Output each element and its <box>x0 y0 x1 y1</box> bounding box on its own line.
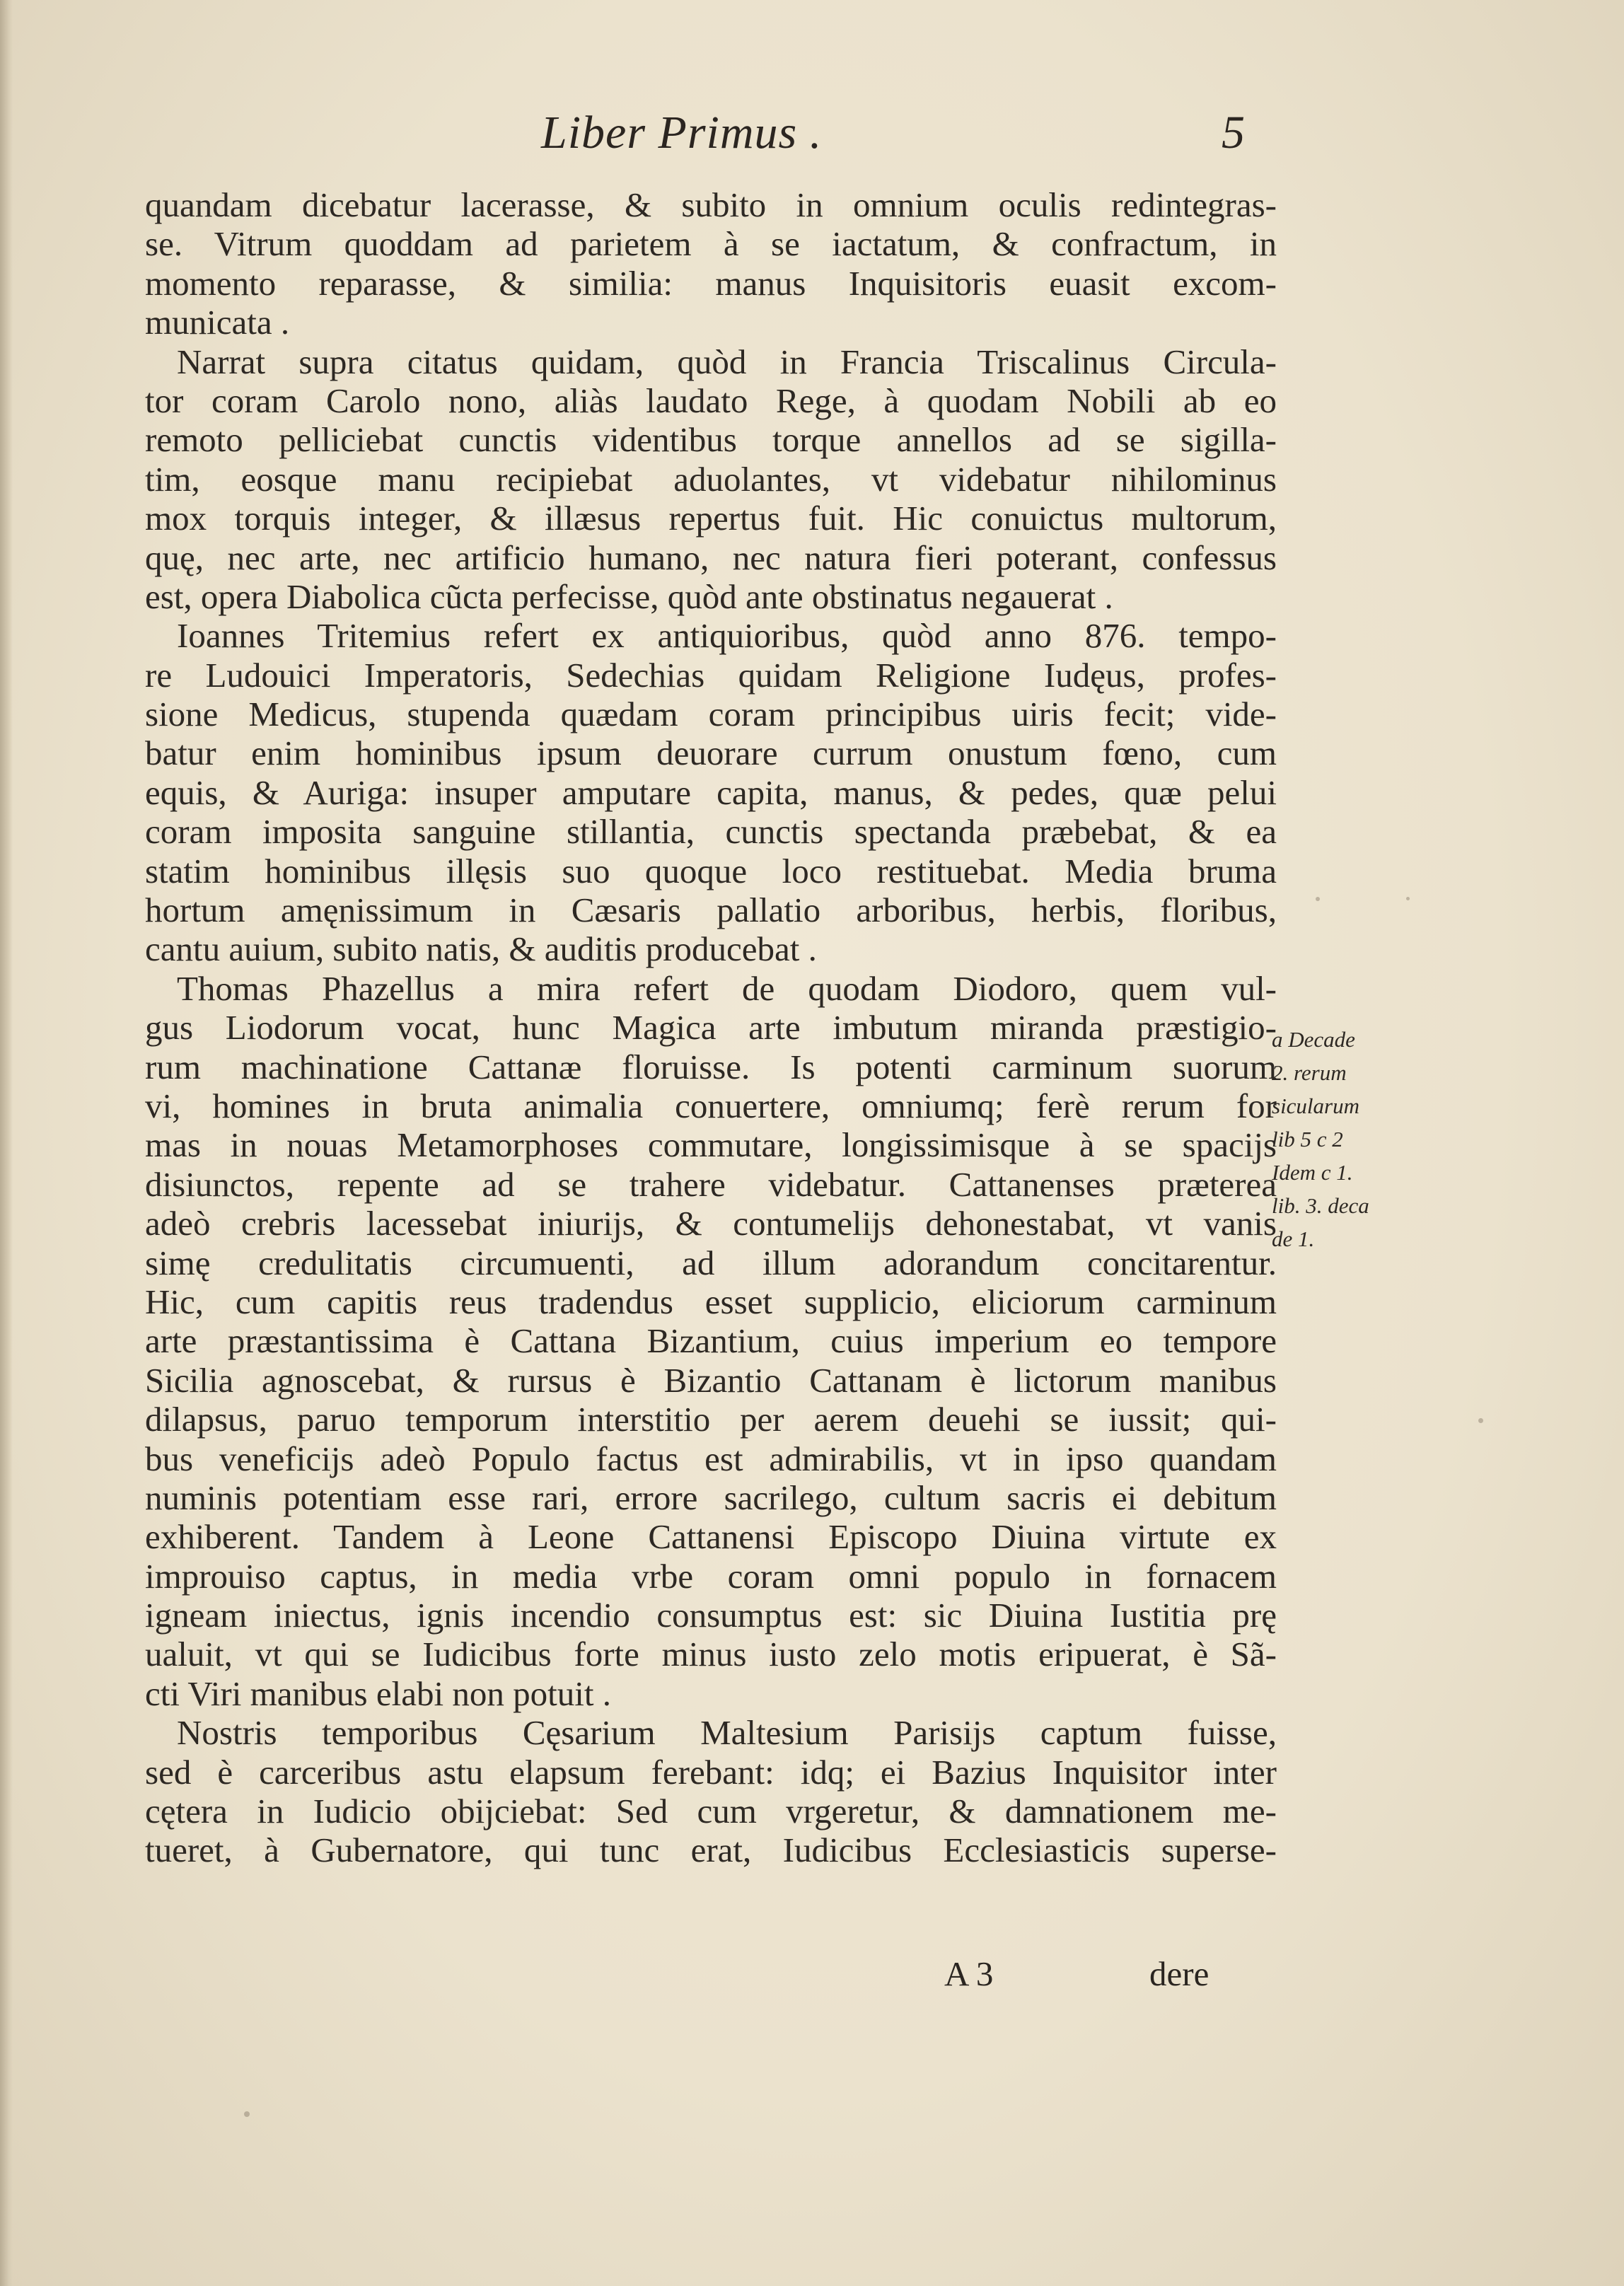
text-line: disiunctos, repente ad se trahere videbatur. Cattanenses præterea <box>145 1164 1277 1204</box>
margin-note-line: Idem c 1. <box>1272 1160 1353 1185</box>
margin-note-line: a Decade <box>1272 1027 1355 1052</box>
text-line: municata . <box>145 303 290 342</box>
text-line: numinis potentiam esse rari, errore sacrilego, cultum sacris ei debitum <box>145 1478 1277 1517</box>
text-line: Hic, cum capitis reus tradendus esset supplicio, eliciorum carminum <box>145 1282 1277 1321</box>
margin-note <box>1272 1023 1413 1255</box>
text-line: sione Medicus, stupenda quædam coram principibus uiris fecit; vide- <box>145 695 1277 734</box>
text-line: re Ludouici Imperatoris, Sedechias quidam Religione Iudęus, profes- <box>145 655 1277 695</box>
margin-note-line: de 1. <box>1272 1226 1315 1251</box>
text-line: ualuit, vt qui se Iudicibus forte minus iusto zelo motis eripuerat, è Sã- <box>145 1635 1277 1674</box>
text-line: cti Viri manibus elabi non potuit . <box>145 1673 611 1713</box>
text-line: tor coram Carolo nono, aliàs laudato Rege, à quodam Nobili ab eo <box>145 381 1277 420</box>
text-line: igneam iniectus, ignis incendio consumptus est: sic Diuina Iustitia prę <box>145 1596 1277 1635</box>
text-line: quandam dicebatur lacerasse, & subito in omnium oculis redintegras- <box>145 185 1277 224</box>
text-line: gus Liodorum vocat, hunc Magica arte imbutum miranda præstigio- <box>145 1008 1277 1048</box>
running-title: Liber Primus . <box>541 107 823 158</box>
text-line: exhiberent. Tandem à Leone Cattanensi Episcopo Diuina virtute ex <box>145 1517 1277 1557</box>
text-line: statim hominibus illęsis suo quoque loco restituebat. Media bruma <box>145 851 1277 890</box>
text-line: improuiso captus, in media vrbe coram omni populo in fornacem <box>145 1556 1277 1596</box>
text-line: quę, nec arte, nec artificio humano, nec natura fieri poterant, confessus <box>145 538 1277 577</box>
catchword: dere <box>1149 1954 1210 1993</box>
folio-number: 5 <box>1222 107 1245 158</box>
margin-note-line: lib. 3. deca <box>1272 1193 1369 1218</box>
text-line: Sicilia agnoscebat, & rursus è Bizantio Cattanam è lictorum manibus <box>145 1360 1277 1400</box>
text-line: batur enim hominibus ipsum deuorare currum onustum fœno, cum <box>145 733 1277 773</box>
text-line: tim, eosque manu recipiebat aduolantes, vt videbatur nihilominus <box>145 459 1277 499</box>
text-line: dilapsus, paruo temporum interstitio per aerem deuehi se iussit; qui- <box>145 1400 1277 1439</box>
margin-note-line: lib 5 c 2 <box>1272 1127 1343 1151</box>
paper-speck <box>1406 897 1410 900</box>
paper-speck <box>1316 897 1320 901</box>
text-line: cantu auium, subito natis, & auditis producebat . <box>145 929 817 969</box>
text-line: Nostris temporibus Cęsarium Maltesium Parisijs captum fuisse, <box>177 1713 1277 1753</box>
text-line: mox torquis integer, & illæsus repertus fuit. Hic conuictus multorum, <box>145 499 1277 538</box>
page-gutter-edge <box>0 0 13 2286</box>
text-line: simę credulitatis circumuenti, ad illum adorandum concitarentur. <box>145 1243 1277 1282</box>
text-line: cętera in Iudicio obijciebat: Sed cum vrgeretur, & damnationem me- <box>145 1792 1277 1831</box>
running-header <box>439 106 1245 170</box>
text-line: bus veneficijs adeò Populo factus est admirabilis, vt in ipso quandam <box>145 1439 1277 1478</box>
margin-note-line: sicularum <box>1272 1093 1359 1118</box>
text-line: coram imposita sanguine stillantia, cunctis spectanda præbebat, & ea <box>145 812 1277 852</box>
text-line: Thomas Phazellus a mira refert de quodam Diodoro, quem vul- <box>177 968 1277 1008</box>
paper-speck <box>244 2111 250 2117</box>
text-line: Ioannes Tritemius refert ex antiquioribus, quòd anno 876. tempo- <box>177 616 1277 656</box>
text-line: est, opera Diabolica cũcta perfecisse, quòd ante obstinatus negauerat . <box>145 576 1113 616</box>
text-line: Narrat supra citatus quidam, quòd in Francia Triscalinus Circula- <box>177 342 1277 381</box>
signature-mark: A 3 <box>944 1954 994 1993</box>
text-line: adeò crebris lacessebat iniurijs, & contumelijs dehonestabat, vt vanis <box>145 1204 1277 1243</box>
text-line: sed è carceribus astu elapsum ferebant: idq; ei Bazius Inquisitor inter <box>145 1752 1277 1792</box>
page-footer <box>145 1954 1210 1996</box>
main-text-block <box>145 185 1277 1870</box>
paper-speck <box>1478 1418 1483 1423</box>
text-line: vi, homines in bruta animalia conuertere, omniumq; ferè rerum for <box>145 1086 1277 1125</box>
text-line: rum machinatione Cattanæ floruisse. Is potenti carminum suorum <box>145 1047 1277 1086</box>
text-line: mas in nouas Metamorphoses commutare, longissimisque à se spacijs <box>145 1125 1277 1165</box>
text-line: tueret, à Gubernatore, qui tunc erat, Iudicibus Ecclesiasticis superse- <box>145 1830 1277 1870</box>
text-line: remoto pelliciebat cunctis videntibus torque annellos ad se sigilla- <box>145 420 1277 460</box>
text-line: equis, & Auriga: insuper amputare capita, manus, & pedes, quæ pelui <box>145 772 1277 812</box>
text-line: arte præstantissima è Cattana Bizantium, cuius imperium eo tempore <box>145 1321 1277 1361</box>
text-line: se. Vitrum quoddam ad parietem à se iactatum, & confractum, in <box>145 224 1277 264</box>
text-line: momento reparasse, & similia: manus Inquisitoris euasit excom- <box>145 263 1277 303</box>
text-line: hortum amęnissimum in Cæsaris pallatio arboribus, herbis, floribus, <box>145 890 1277 930</box>
margin-note-line: 2. rerum <box>1272 1060 1347 1085</box>
